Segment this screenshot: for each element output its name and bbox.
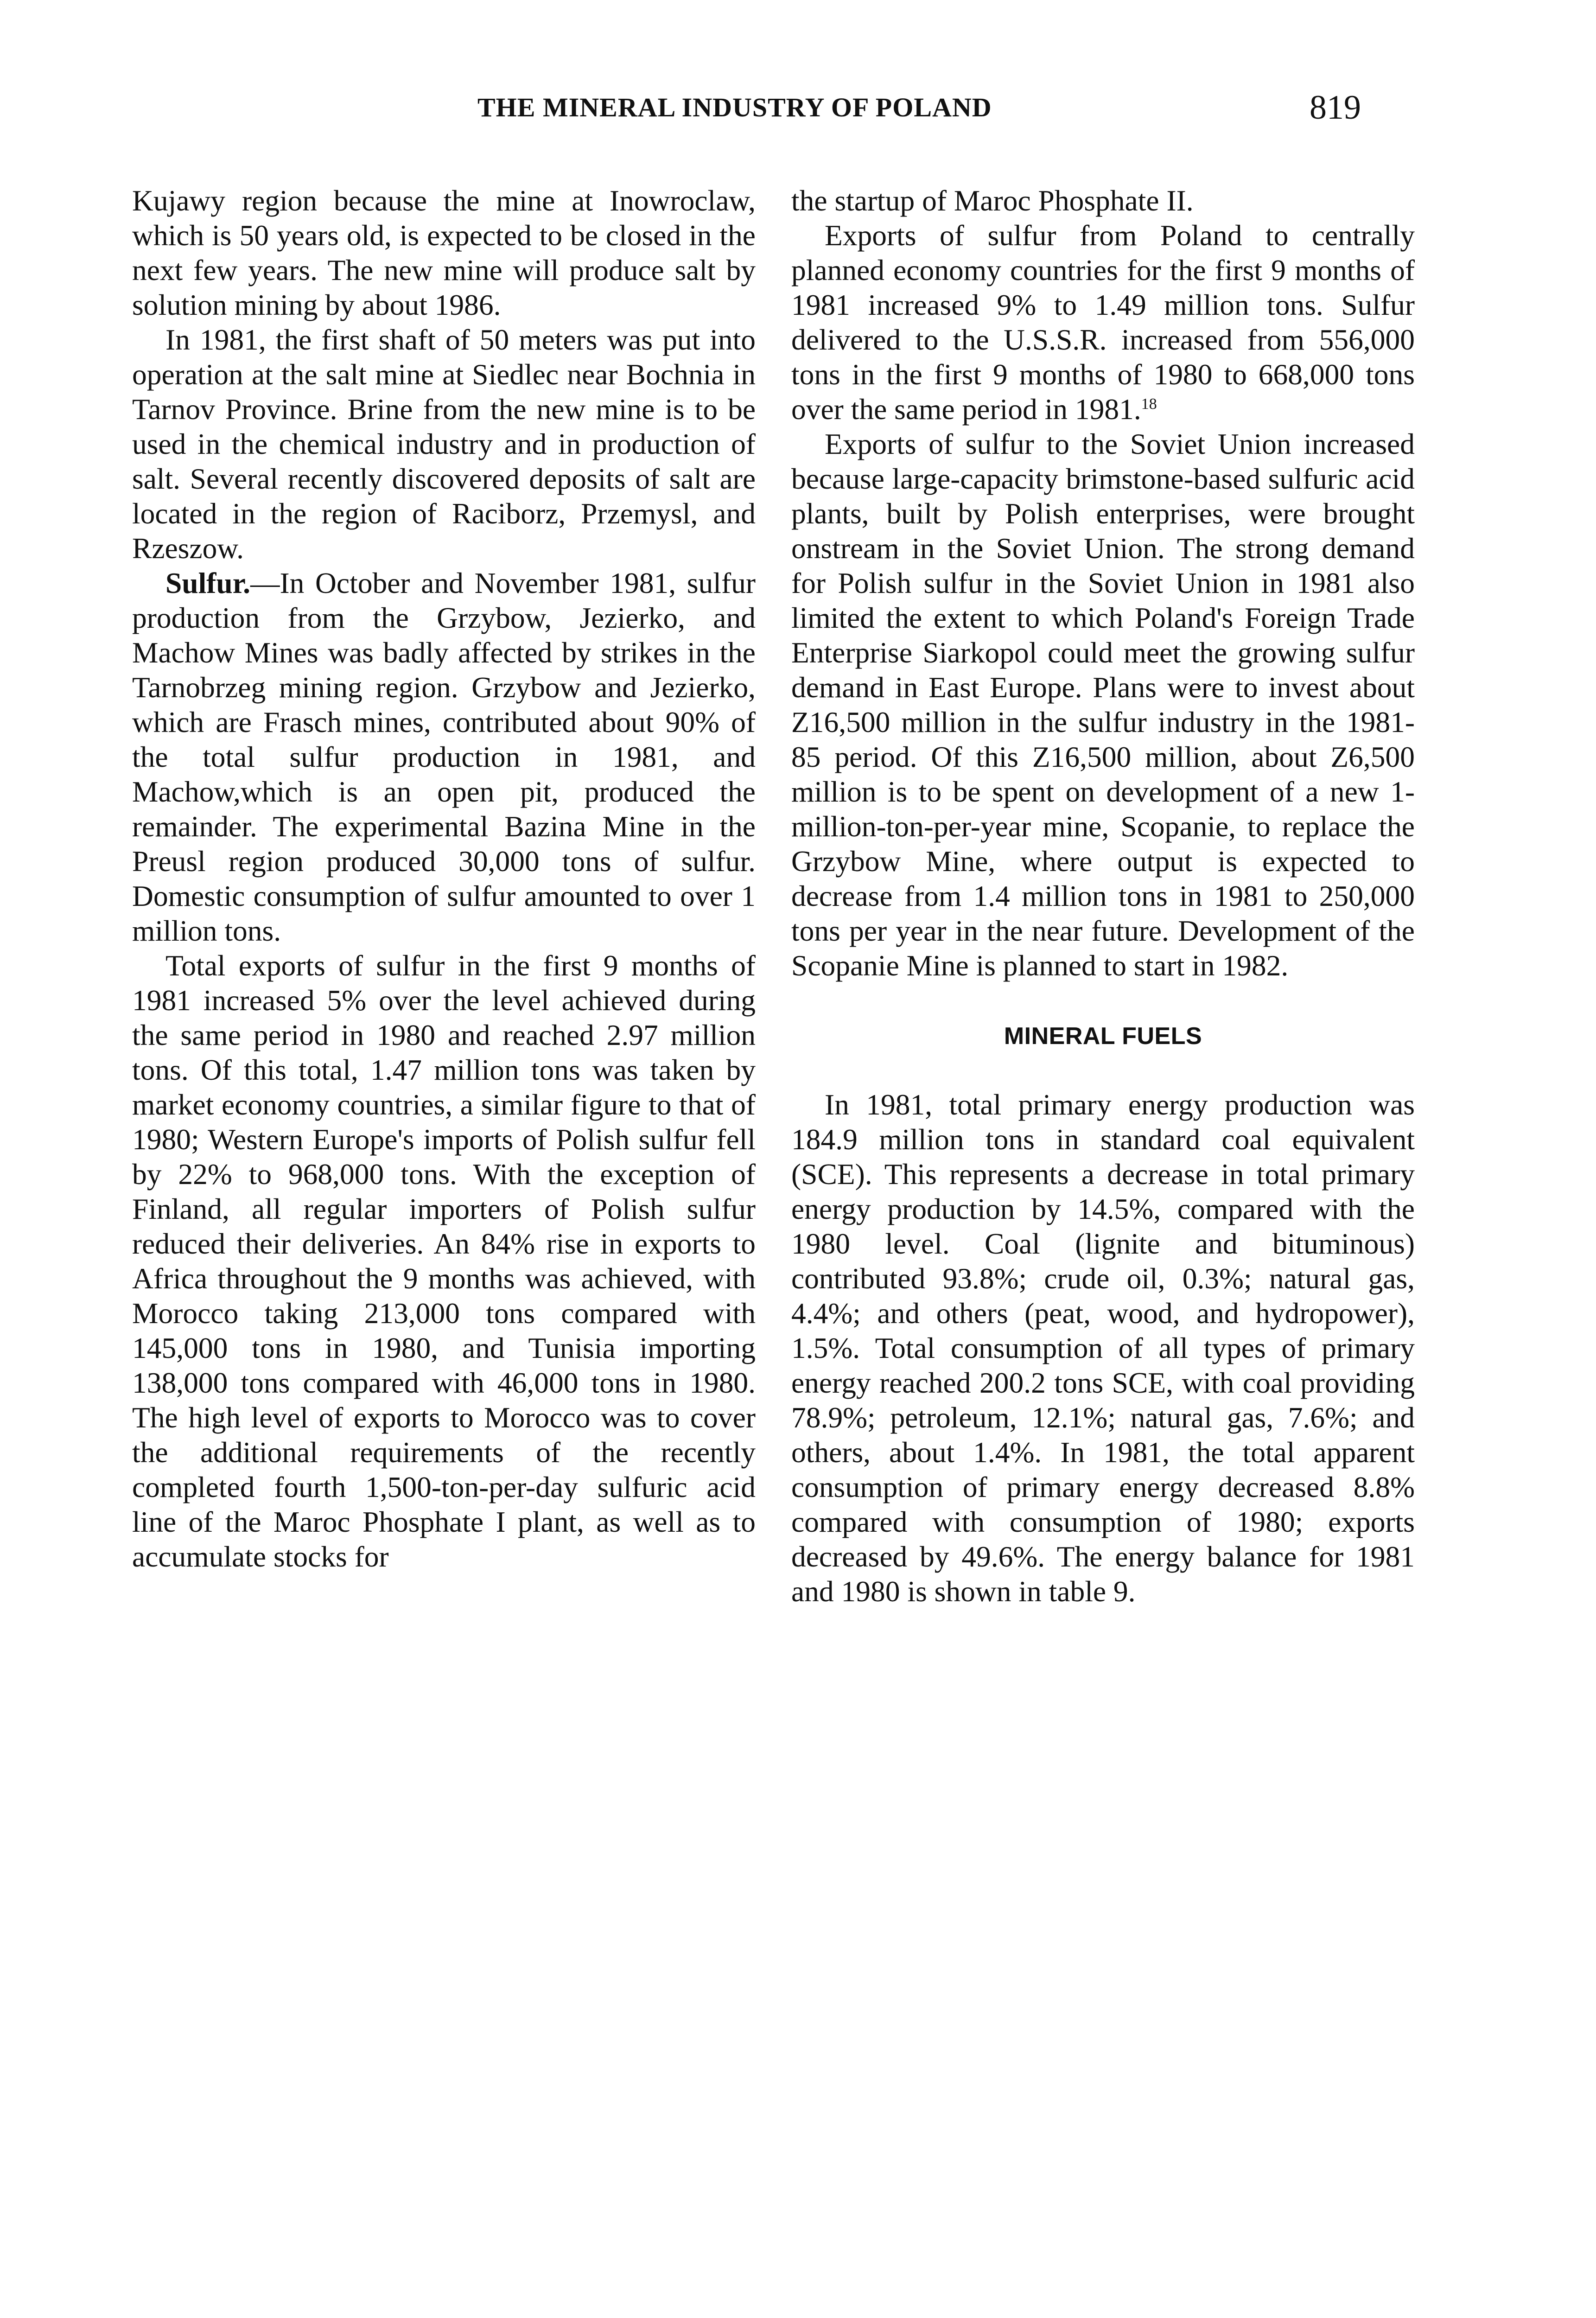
section-heading-mineral-fuels: MINERAL FUELS bbox=[1004, 1023, 1202, 1050]
exports-cpe-text: Exports of sulfur from Poland to centrally planned economy countries for the first 9 months of 1981 increased 9% to 1.49 million tons. Sulfur delivered to the U.S.S.R. increased from 556,000 tons in the first 9 months of 1980 to 668,000 tons over the same period in 1981. bbox=[791, 219, 1415, 426]
running-header: THE MINERAL INDUSTRY OF POLAND bbox=[477, 92, 992, 122]
paragraph-salt-kujawy: Kujawy region because the mine at Inowroclaw, which is 50 years old, is expected to be closed in the next few years. The new mine will produce salt by solution mining by about 1986. bbox=[132, 184, 756, 321]
sulfur-run-in-heading: Sulfur. bbox=[165, 567, 250, 599]
right-column bbox=[791, 183, 1415, 1609]
paragraph-sulfur-exports: Total exports of sulfur in the first 9 months of 1981 increased 5% over the level achieved during the same period in 1980 and reached 2.97 million tons. Of this total, 1.47 million tons was taken by market economy countries, a similar figure to that of 1980; Western Europe's imports of Polish sulfur fell by 22% to 968,000 tons. With the exception of Finland, all regular importers of Polish sulfur reduced their deliveries. An 84% rise in exports to Africa throughout the 9 months was achieved, with Morocco taking 213,000 tons compared with 145,000 tons in 1980, and Tunisia importing 138,000 tons compared with 46,000 tons in 1980. The high level of exports to Morocco was to cover the additional requirements of the recently completed fourth 1,500-ton-per-day sulfuric acid line of the Maroc Phosphate I plant, as well as to accumulate stocks for bbox=[132, 949, 756, 1573]
paragraph-sulfur-production bbox=[132, 566, 756, 948]
paragraph-maroc-startup: the startup of Maroc Phosphate II. bbox=[791, 184, 1194, 217]
footnote-reference: 18 bbox=[1141, 395, 1157, 413]
paragraph-soviet-exports: Exports of sulfur to the Soviet Union increased because large-capacity brimstone-based sulfuric acid plants, built by Polish enterprises, were brought onstream in the Soviet Union. The strong demand for Polish sulfur in the Soviet Union in 1981 also limited the extent to which Poland's Foreign Trade Enterprise Siarkopol could meet the growing sulfur demand in East Europe. Plans were to invest about Z16,500 million in the sulfur industry in the 1981-85 period. Of this Z16,500 million, about Z6,500 million is to be spent on development of a new 1-million-ton-per-year mine, Scopanie, to replace the Grzybow Mine, where output is expected to decrease from 1.4 million tons in 1981 to 250,000 tons per year in the near future. Development of the Scopanie Mine is planned to start in 1982. bbox=[791, 427, 1415, 982]
paragraph-energy-production: In 1981, total primary energy production was 184.9 million tons in standard coal equivalent (SCE). This represents a decrease in total primary energy production by 14.5%, compared with the 1980 level. Coal (lignite and bituminous) contributed 93.8%; crude oil, 0.3%; natural gas, 4.4%; and others (peat, wood, and hydropower), 1.5%. Total consumption of all types of primary energy reached 200.2 tons SCE, with coal providing 78.9%; petroleum, 12.1%; natural gas, 7.6%; and others, about 1.4%. In 1981, the total apparent consumption of primary energy decreased 8.8% compared with consumption of 1980; exports decreased by 49.6%. The energy balance for 1981 and 1980 is shown in table 9. bbox=[791, 1088, 1415, 1608]
page-number: 819 bbox=[1310, 89, 1361, 127]
sulfur-production-text: —In October and November 1981, sulfur production from the Grzybow, Jezierko, and Machow Mines was badly affected by strikes in the Tarnobrzeg mining region. Grzybow and Jezierko, which are Frasch mines, contributed about 90% of the total sulfur production in 1981, and Machow,which is an open pit, produced the remainder. The experimental Bazina Mine in the Preusl region produced 30,000 tons of sulfur. Domestic consumption of sulfur amounted to over 1 million tons. bbox=[132, 567, 756, 947]
paragraph-exports-cpe bbox=[791, 218, 1415, 427]
paragraph-salt-siedlec: In 1981, the first shaft of 50 meters was put into operation at the salt mine at Siedlec near Bochnia in Tarnov Province. Brine from the new mine is to be used in the chemical industry and in production of salt. Several recently discovered deposits of salt are located in the region of Raciborz, Przemysl, and Rzeszow. bbox=[132, 323, 756, 565]
left-column bbox=[132, 183, 756, 1574]
